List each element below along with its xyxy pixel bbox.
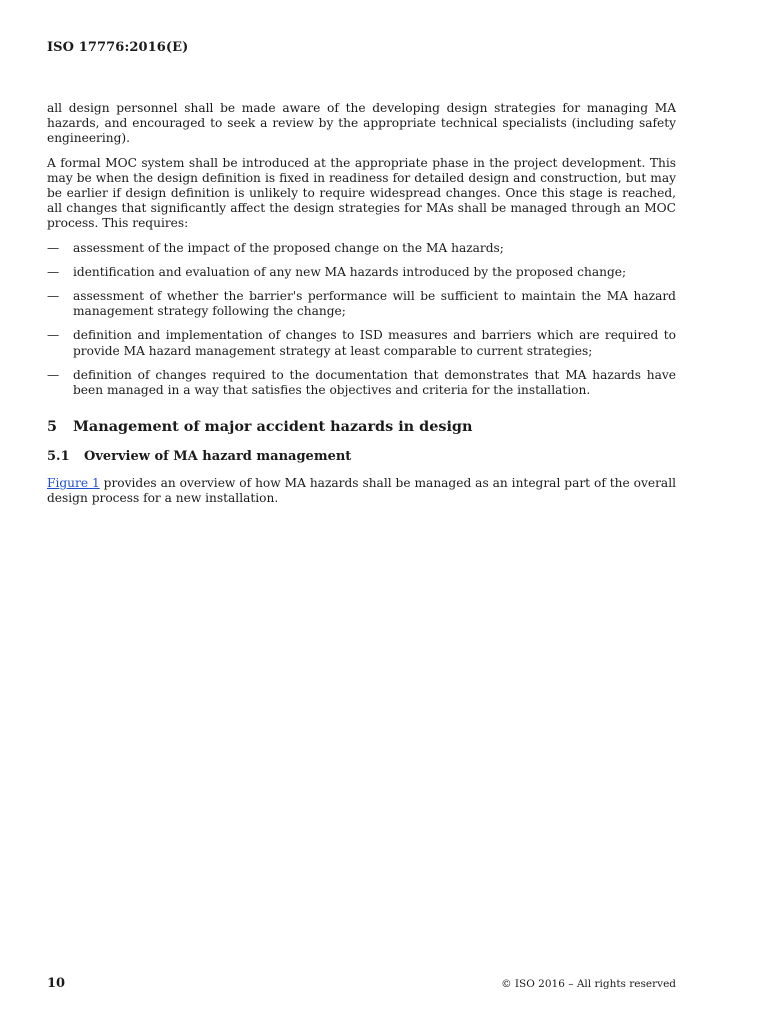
subsection-heading: [47, 449, 676, 465]
list-item-text: definition and implementation of changes to ISD measures and barriers which are required to provide MA hazard management strategy at least comparable to current strategies;: [73, 328, 676, 358]
figure-1-link[interactable]: Figure 1: [47, 476, 100, 491]
paragraph-moc-system: A formal MOC system shall be introduced at the appropriate phase in the project development. This may be when the design definition is fixed in readiness for detailed design and construction, but may be earlier if design definition is unlikely to require widespread changes. Once this stage is reached, all changes that significantly affect the design strategies for MAs shall be managed through an MOC process. This requires:: [47, 155, 676, 231]
list-item: [47, 368, 676, 398]
section-title: Management of major accident hazards in design: [73, 418, 473, 436]
list-item: [47, 241, 676, 256]
document-id-header: ISO 17776:2016(E): [47, 40, 189, 55]
page-number: 10: [47, 976, 66, 991]
list-dash: —: [47, 264, 60, 279]
page-body: [47, 101, 676, 507]
list-item-text: assessment of whether the barrier's performance will be sufficient to maintain the MA hazard management strategy following the change;: [73, 289, 676, 319]
copyright-notice: © ISO 2016 – All rights reserved: [501, 978, 676, 990]
list-item: [47, 289, 676, 319]
list-item-text: identification and evaluation of any new MA hazards introduced by the proposed change;: [73, 264, 627, 279]
list-item-text: assessment of the impact of the proposed change on the MA hazards;: [73, 240, 504, 255]
section-number: 5: [47, 418, 58, 436]
moc-requirements-list: [47, 241, 676, 399]
list-item-text: definition of changes required to the documentation that demonstrates that MA hazards have been managed in a way that satisfies the objectives and criteria for the installation.: [73, 367, 676, 398]
list-item: [47, 265, 676, 280]
list-dash: —: [47, 367, 60, 382]
paragraph-figure-overview: [47, 476, 676, 506]
list-dash: —: [47, 328, 60, 343]
list-dash: —: [47, 289, 60, 304]
paragraph-figure-overview-text: provides an overview of how MA hazards shall be managed as an integral part of the overall design process for a new installation.: [47, 476, 676, 506]
list-dash: —: [47, 240, 60, 255]
subsection-title: Overview of MA hazard management: [84, 449, 352, 465]
section-heading: [47, 418, 676, 436]
list-item: [47, 328, 676, 358]
paragraph-design-personnel: all design personnel shall be made aware of the developing design strategies for managing MA hazards, and encouraged to seek a review by the appropriate technical specialists (including safety engineering).: [47, 101, 676, 146]
subsection-number: 5.1: [47, 449, 70, 465]
